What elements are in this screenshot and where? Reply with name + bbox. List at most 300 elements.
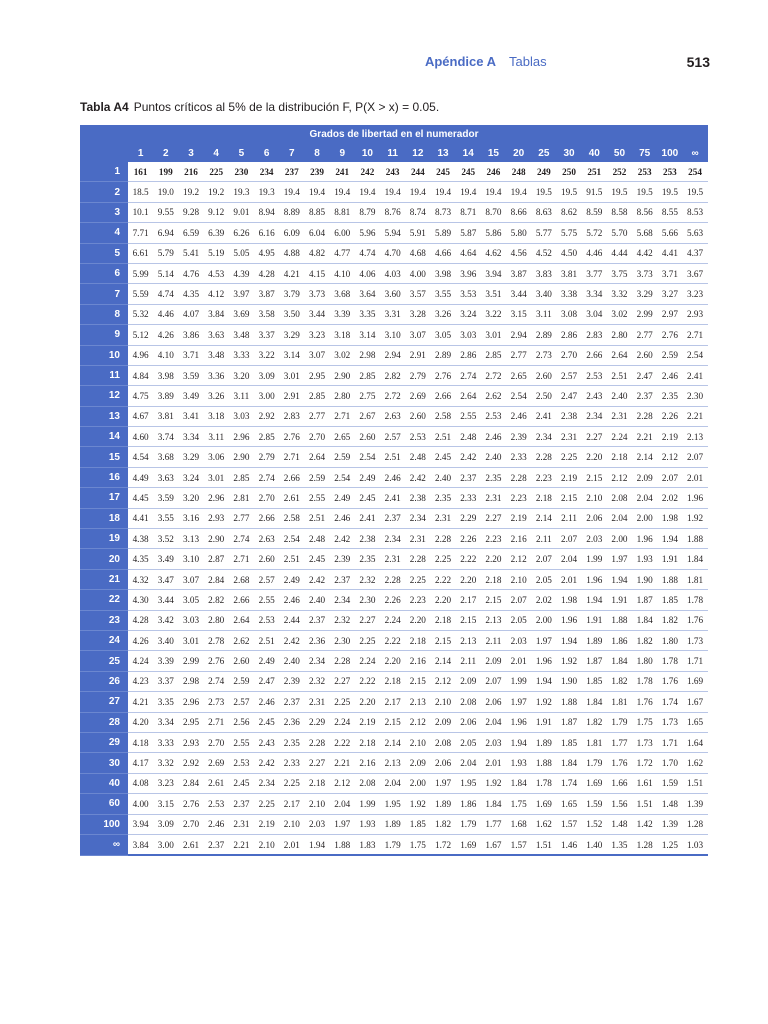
- table-cell: 2.47: [632, 365, 657, 385]
- table-cell: 2.49: [355, 467, 380, 487]
- table-cell: 3.87: [506, 263, 531, 283]
- table-cell: 2.33: [506, 447, 531, 467]
- table-cell: 2.26: [380, 590, 405, 610]
- table-cell: 2.04: [380, 773, 405, 793]
- table-cell: 4.67: [128, 406, 153, 426]
- table-cell: 3.15: [153, 794, 178, 814]
- table-cell: 2.22: [430, 569, 455, 589]
- table-cell: 2.92: [254, 406, 279, 426]
- table-cell: 2.59: [304, 467, 329, 487]
- table-cell: 3.06: [204, 447, 229, 467]
- table-cell: 2.39: [506, 427, 531, 447]
- table-cell: 3.32: [153, 753, 178, 773]
- table-row: [80, 223, 708, 243]
- table-cell: 3.60: [380, 284, 405, 304]
- table-cell: 2.03: [481, 732, 506, 752]
- table-row: [80, 202, 708, 222]
- table-cell: 5.79: [153, 243, 178, 263]
- table-cell: 1.93: [506, 753, 531, 773]
- table-cell: 2.65: [330, 427, 355, 447]
- column-header: 8: [304, 144, 329, 162]
- table-cell: 2.45: [355, 488, 380, 508]
- row-df-label: 40: [80, 773, 128, 793]
- table-cell: 4.56: [506, 243, 531, 263]
- table-cell: 2.51: [304, 508, 329, 528]
- table-cell: 2.93: [682, 304, 707, 324]
- table-cell: 3.51: [481, 284, 506, 304]
- table-cell: 19.5: [682, 182, 707, 202]
- table-cell: 1.89: [380, 814, 405, 834]
- table-cell: 19.4: [506, 182, 531, 202]
- table-cell: 2.55: [456, 406, 481, 426]
- table-cell: 4.10: [153, 345, 178, 365]
- table-cell: 1.57: [556, 814, 581, 834]
- table-cell: 10.1: [128, 202, 153, 222]
- table-row: [80, 569, 708, 589]
- table-cell: 5.12: [128, 325, 153, 345]
- table-cell: 2.84: [204, 569, 229, 589]
- table-row: [80, 467, 708, 487]
- table-cell: 3.73: [304, 284, 329, 304]
- table-cell: 2.02: [531, 590, 556, 610]
- table-cell: 2.78: [204, 630, 229, 650]
- table-cell: 3.84: [128, 834, 153, 855]
- table-cell: 3.15: [506, 304, 531, 324]
- table-cell: 4.26: [153, 325, 178, 345]
- table-cell: 2.10: [582, 488, 607, 508]
- row-df-label: 26: [80, 671, 128, 691]
- table-cell: 1.69: [582, 773, 607, 793]
- table-cell: 1.65: [556, 794, 581, 814]
- table-cell: 3.63: [204, 325, 229, 345]
- table-cell: 2.27: [481, 508, 506, 528]
- table-cell: 2.46: [279, 590, 304, 610]
- table-cell: 4.20: [128, 712, 153, 732]
- table-cell: 19.3: [254, 182, 279, 202]
- table-cell: 2.63: [254, 529, 279, 549]
- table-cell: 2.80: [607, 325, 632, 345]
- table-cell: 2.00: [632, 508, 657, 528]
- table-cell: 3.18: [330, 325, 355, 345]
- table-cell: 1.89: [531, 732, 556, 752]
- table-cell: 1.96: [531, 651, 556, 671]
- table-cell: 1.70: [657, 753, 682, 773]
- table-cell: 2.18: [380, 671, 405, 691]
- table-cell: 1.69: [682, 671, 707, 691]
- table-cell: 199: [153, 162, 178, 182]
- table-cell: 8.73: [430, 202, 455, 222]
- table-cell: 2.82: [204, 590, 229, 610]
- table-cell: 6.16: [254, 223, 279, 243]
- table-cell: 242: [355, 162, 380, 182]
- table-cell: 4.50: [556, 243, 581, 263]
- table-cell: 1.68: [506, 814, 531, 834]
- table-cell: 3.23: [304, 325, 329, 345]
- table-cell: 5.68: [632, 223, 657, 243]
- table-cell: 2.74: [229, 529, 254, 549]
- column-header: 4: [204, 144, 229, 162]
- table-cell: 2.13: [380, 753, 405, 773]
- table-cell: 2.56: [229, 712, 254, 732]
- table-cell: 2.72: [380, 386, 405, 406]
- row-df-label: 22: [80, 590, 128, 610]
- table-cell: 1.75: [632, 712, 657, 732]
- table-cell: 2.04: [456, 753, 481, 773]
- table-cell: 2.35: [481, 467, 506, 487]
- table-cell: 2.30: [682, 386, 707, 406]
- row-df-label: 14: [80, 427, 128, 447]
- table-cell: 2.57: [254, 569, 279, 589]
- table-cell: 1.77: [481, 814, 506, 834]
- table-cell: 8.62: [556, 202, 581, 222]
- table-cell: 19.4: [355, 182, 380, 202]
- table-cell: 2.17: [380, 692, 405, 712]
- table-cell: 5.99: [128, 263, 153, 283]
- table-cell: 5.94: [380, 223, 405, 243]
- table-cell: 2.12: [657, 447, 682, 467]
- table-cell: 2.74: [204, 671, 229, 691]
- table-cell: 3.36: [204, 365, 229, 385]
- table-cell: 1.71: [657, 732, 682, 752]
- table-cell: 2.05: [506, 610, 531, 630]
- table-cell: 2.73: [531, 345, 556, 365]
- table-cell: 9.28: [178, 202, 203, 222]
- table-cell: 19.0: [153, 182, 178, 202]
- table-cell: 2.72: [481, 365, 506, 385]
- table-cell: 2.74: [254, 467, 279, 487]
- table-cell: 2.67: [355, 406, 380, 426]
- table-cell: 4.46: [582, 243, 607, 263]
- column-header: 7: [279, 144, 304, 162]
- table-cell: 2.92: [178, 753, 203, 773]
- table-cell: 2.51: [254, 630, 279, 650]
- table-cell: 2.32: [355, 569, 380, 589]
- table-cell: 3.59: [153, 488, 178, 508]
- table-cell: 2.14: [531, 508, 556, 528]
- table-cell: 3.11: [229, 386, 254, 406]
- table-cell: 2.03: [582, 529, 607, 549]
- table-cell: 1.86: [456, 794, 481, 814]
- header-corner: [80, 144, 128, 162]
- table-cell: 4.49: [128, 467, 153, 487]
- table-cell: 2.95: [304, 365, 329, 385]
- table-cell: 248: [506, 162, 531, 182]
- table-cell: 3.68: [330, 284, 355, 304]
- table-cell: 3.89: [153, 386, 178, 406]
- table-row: [80, 753, 708, 773]
- table-cell: 1.59: [657, 773, 682, 793]
- table-cell: 5.19: [204, 243, 229, 263]
- table-cell: 4.74: [153, 284, 178, 304]
- table-cell: 1.81: [607, 692, 632, 712]
- critical-values-grid: [80, 144, 708, 856]
- table-cell: 2.54: [355, 447, 380, 467]
- table-cell: 2.23: [405, 590, 430, 610]
- table-cell: 3.73: [632, 263, 657, 283]
- table-cell: 4.42: [632, 243, 657, 263]
- table-cell: 2.66: [254, 508, 279, 528]
- table-cell: 2.41: [380, 488, 405, 508]
- table-cell: 2.27: [330, 671, 355, 691]
- row-df-label: 15: [80, 447, 128, 467]
- table-cell: 1.96: [556, 610, 581, 630]
- table-cell: 2.17: [456, 590, 481, 610]
- table-cell: 2.12: [405, 712, 430, 732]
- table-cell: 2.83: [279, 406, 304, 426]
- table-cell: 2.94: [380, 345, 405, 365]
- table-cell: 3.55: [430, 284, 455, 304]
- table-cell: 2.69: [405, 386, 430, 406]
- column-header: 14: [456, 144, 481, 162]
- table-cell: 2.10: [304, 794, 329, 814]
- table-cell: 2.02: [657, 488, 682, 508]
- table-cell: 2.44: [279, 610, 304, 630]
- table-cell: 1.62: [682, 753, 707, 773]
- table-cell: 8.76: [380, 202, 405, 222]
- table-cell: 2.09: [405, 753, 430, 773]
- table-cell: 2.15: [456, 610, 481, 630]
- table-cell: 3.63: [153, 467, 178, 487]
- table-row: [80, 773, 708, 793]
- table-cell: 1.86: [607, 630, 632, 650]
- table-cell: 2.76: [204, 651, 229, 671]
- table-cell: 3.13: [178, 529, 203, 549]
- table-cell: 2.80: [204, 610, 229, 630]
- table-cell: 19.4: [304, 182, 329, 202]
- table-cell: 3.31: [380, 304, 405, 324]
- table-cell: 3.16: [178, 508, 203, 528]
- table-cell: 3.77: [582, 263, 607, 283]
- table-cell: 1.91: [607, 590, 632, 610]
- table-cell: 2.37: [380, 508, 405, 528]
- table-cell: 2.06: [481, 692, 506, 712]
- table-cell: 2.25: [405, 569, 430, 589]
- table-row: [80, 549, 708, 569]
- running-head-section: Tablas: [509, 54, 547, 69]
- table-cell: 2.31: [556, 427, 581, 447]
- row-df-label: 30: [80, 753, 128, 773]
- table-cell: 8.89: [279, 202, 304, 222]
- table-cell: 2.04: [556, 549, 581, 569]
- table-cell: 1.73: [657, 712, 682, 732]
- table-cell: 5.96: [355, 223, 380, 243]
- table-cell: 8.79: [355, 202, 380, 222]
- table-cell: 3.32: [607, 284, 632, 304]
- table-cell: 3.04: [582, 304, 607, 324]
- table-cell: 2.54: [279, 529, 304, 549]
- table-cell: 2.38: [405, 488, 430, 508]
- table-cell: 2.31: [607, 406, 632, 426]
- table-cell: 3.71: [178, 345, 203, 365]
- table-cell: 3.44: [304, 304, 329, 324]
- table-cell: 2.25: [254, 794, 279, 814]
- table-cell: 2.07: [682, 447, 707, 467]
- table-cell: 2.49: [330, 488, 355, 508]
- column-header: 9: [330, 144, 355, 162]
- table-cell: 4.41: [128, 508, 153, 528]
- table-cell: 2.06: [430, 753, 455, 773]
- table-cell: 2.15: [582, 467, 607, 487]
- table-cell: 3.87: [254, 284, 279, 304]
- row-df-label: ∞: [80, 834, 128, 855]
- table-cell: 2.84: [178, 773, 203, 793]
- row-df-label: 12: [80, 386, 128, 406]
- row-df-label: 3: [80, 202, 128, 222]
- table-cell: 3.28: [405, 304, 430, 324]
- table-cell: 8.58: [607, 202, 632, 222]
- table-cell: 19.4: [430, 182, 455, 202]
- table-cell: 1.82: [657, 610, 682, 630]
- column-header-row: [80, 144, 708, 162]
- table-cell: 2.10: [405, 732, 430, 752]
- table-cell: 1.74: [556, 773, 581, 793]
- table-cell: 2.15: [430, 630, 455, 650]
- table-cell: 1.35: [607, 834, 632, 855]
- table-caption-text: Puntos críticos al 5% de la distribución F, P(X > x) = 0.05.: [133, 100, 440, 114]
- table-cell: 5.87: [456, 223, 481, 243]
- table-cell: 2.90: [330, 365, 355, 385]
- row-df-label: 5: [80, 243, 128, 263]
- table-cell: 9.55: [153, 202, 178, 222]
- table-cell: 2.21: [229, 834, 254, 855]
- table-cell: 2.21: [682, 406, 707, 426]
- table-cell: 2.85: [304, 386, 329, 406]
- table-cell: 2.53: [405, 427, 430, 447]
- table-cell: 2.11: [556, 508, 581, 528]
- table-row: [80, 529, 708, 549]
- table-cell: 1.85: [582, 671, 607, 691]
- table-cell: 2.09: [481, 651, 506, 671]
- table-row: [80, 834, 708, 855]
- table-cell: 3.07: [178, 569, 203, 589]
- column-header: 100: [657, 144, 682, 162]
- table-cell: 5.86: [481, 223, 506, 243]
- table-cell: 2.07: [657, 467, 682, 487]
- table-cell: 1.67: [481, 834, 506, 855]
- table-cell: 5.66: [657, 223, 682, 243]
- table-row: [80, 610, 708, 630]
- table-cell: 2.27: [355, 610, 380, 630]
- table-cell: 2.59: [657, 345, 682, 365]
- table-cell: 2.60: [405, 406, 430, 426]
- table-cell: 2.85: [254, 427, 279, 447]
- table-cell: 6.09: [279, 223, 304, 243]
- table-cell: 2.54: [330, 467, 355, 487]
- table-cell: 4.70: [380, 243, 405, 263]
- table-cell: 4.17: [128, 753, 153, 773]
- table-cell: 1.82: [430, 814, 455, 834]
- table-cell: 3.01: [481, 325, 506, 345]
- table-cell: 5.14: [153, 263, 178, 283]
- table-cell: 2.62: [229, 630, 254, 650]
- table-row: [80, 386, 708, 406]
- table-cell: 1.94: [657, 529, 682, 549]
- table-cell: 5.91: [405, 223, 430, 243]
- table-cell: 8.59: [582, 202, 607, 222]
- table-cell: 1.48: [607, 814, 632, 834]
- table-cell: 1.76: [657, 671, 682, 691]
- table-cell: 19.5: [607, 182, 632, 202]
- table-cell: 3.40: [153, 630, 178, 650]
- table-cell: 2.37: [330, 569, 355, 589]
- table-cell: 2.24: [380, 610, 405, 630]
- table-cell: 2.14: [430, 651, 455, 671]
- table-cell: 1.84: [582, 692, 607, 712]
- table-cell: 3.81: [153, 406, 178, 426]
- table-cell: 1.99: [506, 671, 531, 691]
- table-cell: 2.42: [254, 753, 279, 773]
- table-cell: 2.57: [556, 365, 581, 385]
- table-cell: 2.66: [582, 345, 607, 365]
- table-cell: 3.27: [657, 284, 682, 304]
- table-cell: 2.20: [355, 692, 380, 712]
- table-cell: 1.94: [531, 671, 556, 691]
- column-header: ∞: [682, 144, 707, 162]
- table-cell: 2.60: [632, 345, 657, 365]
- table-cell: 2.48: [405, 447, 430, 467]
- table-cell: 2.00: [607, 529, 632, 549]
- table-cell: 1.92: [682, 508, 707, 528]
- table-cell: 2.42: [330, 529, 355, 549]
- table-cell: 2.65: [506, 365, 531, 385]
- table-cell: 253: [632, 162, 657, 182]
- table-cell: 19.3: [229, 182, 254, 202]
- table-cell: 19.4: [405, 182, 430, 202]
- table-cell: 2.41: [531, 406, 556, 426]
- table-cell: 19.5: [657, 182, 682, 202]
- table-cell: 252: [607, 162, 632, 182]
- row-df-label: 23: [80, 610, 128, 630]
- table-cell: 4.52: [531, 243, 556, 263]
- table-cell: 2.05: [531, 569, 556, 589]
- table-cell: 3.39: [153, 651, 178, 671]
- column-header: 10: [355, 144, 380, 162]
- table-cell: 2.99: [632, 304, 657, 324]
- table-cell: 1.91: [582, 610, 607, 630]
- table-cell: 2.40: [279, 651, 304, 671]
- table-cell: 2.13: [682, 427, 707, 447]
- table-cell: 2.77: [506, 345, 531, 365]
- table-cell: 4.68: [405, 243, 430, 263]
- table-cell: 2.58: [430, 406, 455, 426]
- table-cell: 216: [178, 162, 203, 182]
- table-cell: 1.51: [632, 794, 657, 814]
- row-df-label: 24: [80, 630, 128, 650]
- table-cell: 1.92: [481, 773, 506, 793]
- table-cell: 2.31: [405, 529, 430, 549]
- table-cell: 2.32: [304, 671, 329, 691]
- table-cell: 3.18: [204, 406, 229, 426]
- table-cell: 2.45: [304, 549, 329, 569]
- table-cell: 2.28: [531, 447, 556, 467]
- table-cell: 2.34: [405, 508, 430, 528]
- table-cell: 4.32: [128, 569, 153, 589]
- table-cell: 2.96: [229, 427, 254, 447]
- table-cell: 2.18: [481, 569, 506, 589]
- table-cell: 1.79: [607, 712, 632, 732]
- table-cell: 8.66: [506, 202, 531, 222]
- table-cell: 2.26: [456, 529, 481, 549]
- table-cell: 19.4: [481, 182, 506, 202]
- row-df-label: 28: [80, 712, 128, 732]
- table-cell: 3.98: [430, 263, 455, 283]
- table-cell: 4.76: [178, 263, 203, 283]
- table-cell: 2.14: [380, 732, 405, 752]
- table-cell: 2.31: [229, 814, 254, 834]
- table-cell: 2.05: [456, 732, 481, 752]
- table-cell: 3.00: [254, 386, 279, 406]
- table-cell: 3.69: [229, 304, 254, 324]
